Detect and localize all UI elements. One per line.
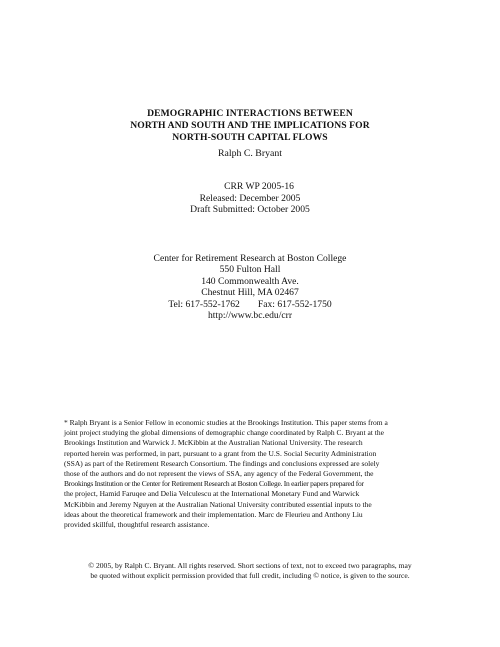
copyright-notice — [0, 561, 500, 581]
author-footnote — [64, 418, 474, 530]
title-line-3: NORTH-SOUTH CAPITAL FLOWS — [172, 132, 328, 143]
title-line-2: NORTH AND SOUTH AND THE IMPLICATIONS FOR — [130, 120, 370, 131]
footnote-line: * Ralph Bryant is a Senior Fellow in economic studies at the Brookings Institution. This paper stems from a — [64, 418, 388, 427]
paper-metadata — [0, 181, 500, 216]
institution-address — [0, 253, 500, 321]
footnote-line: joint project studying the global dimensions of demographic change coordinated by Ralph C. Bryant at the — [64, 428, 384, 438]
footnote-line: McKibbin and Jeremy Nguyen at the Australian National University contributed essential inputs to the — [64, 499, 372, 509]
author-name: Ralph C. Bryant — [218, 148, 282, 159]
footnote-line: ideas about the theoretical framework and their implementation. Marc de Fleurieu and Anthony Liu — [64, 509, 363, 519]
website-url: http://www.bc.edu/crr — [207, 310, 293, 322]
footnote-line: reported herein was performed, in part, pursuant to a grant from the U.S. Social Security Administration — [64, 448, 377, 458]
title-line-1: DEMOGRAPHIC INTERACTIONS BETWEEN — [147, 108, 353, 119]
contact-numbers — [0, 299, 500, 310]
copyright-line-2: be quoted without explicit permission provided that full credit, including © notice, is given to the source. — [90, 571, 410, 581]
fax-number: Fax: 617-552-1750 — [257, 298, 332, 310]
organization-name: Center for Retirement Research at Boston College — [153, 253, 347, 264]
footnote-line: provided skillful, thoughtful research assistance. — [64, 520, 210, 530]
paper-title — [0, 108, 500, 144]
street-address: 140 Commonwealth Ave. — [201, 275, 299, 287]
footnote-line: Brookings Institution or the Center for Retirement Research at Boston College. In earlier papers prepared for — [64, 479, 364, 489]
release-date: Released: December 2005 — [199, 192, 301, 204]
working-paper-number: CRR WP 2005-16 — [224, 181, 294, 192]
footnote-line: (SSA) as part of the Retirement Research Consortium. The findings and conclusions expressed are solely — [64, 458, 380, 468]
footnote-line: Brookings Institution and Warwick J. McKibbin at the Australian National University. The research — [64, 438, 363, 448]
footnote-line: the project, Hamid Faruqee and Delia Velculescu at the International Monetary Fund and Warwick — [64, 489, 360, 499]
draft-submitted-date: Draft Submitted: October 2005 — [190, 204, 310, 215]
city-address: Chestnut Hill, MA 02467 — [201, 287, 299, 299]
building-name: 550 Fulton Hall — [219, 264, 281, 276]
footnote-line: those of the authors and do not represent the views of SSA, any agency of the Federal Government, the — [64, 469, 374, 479]
telephone-number: Tel: 617-552-1762 — [168, 298, 240, 310]
copyright-line-1: © 2005, by Ralph C. Bryant. All rights reserved. Short sections of text, not to exceed two paragraphs, may — [88, 561, 412, 570]
